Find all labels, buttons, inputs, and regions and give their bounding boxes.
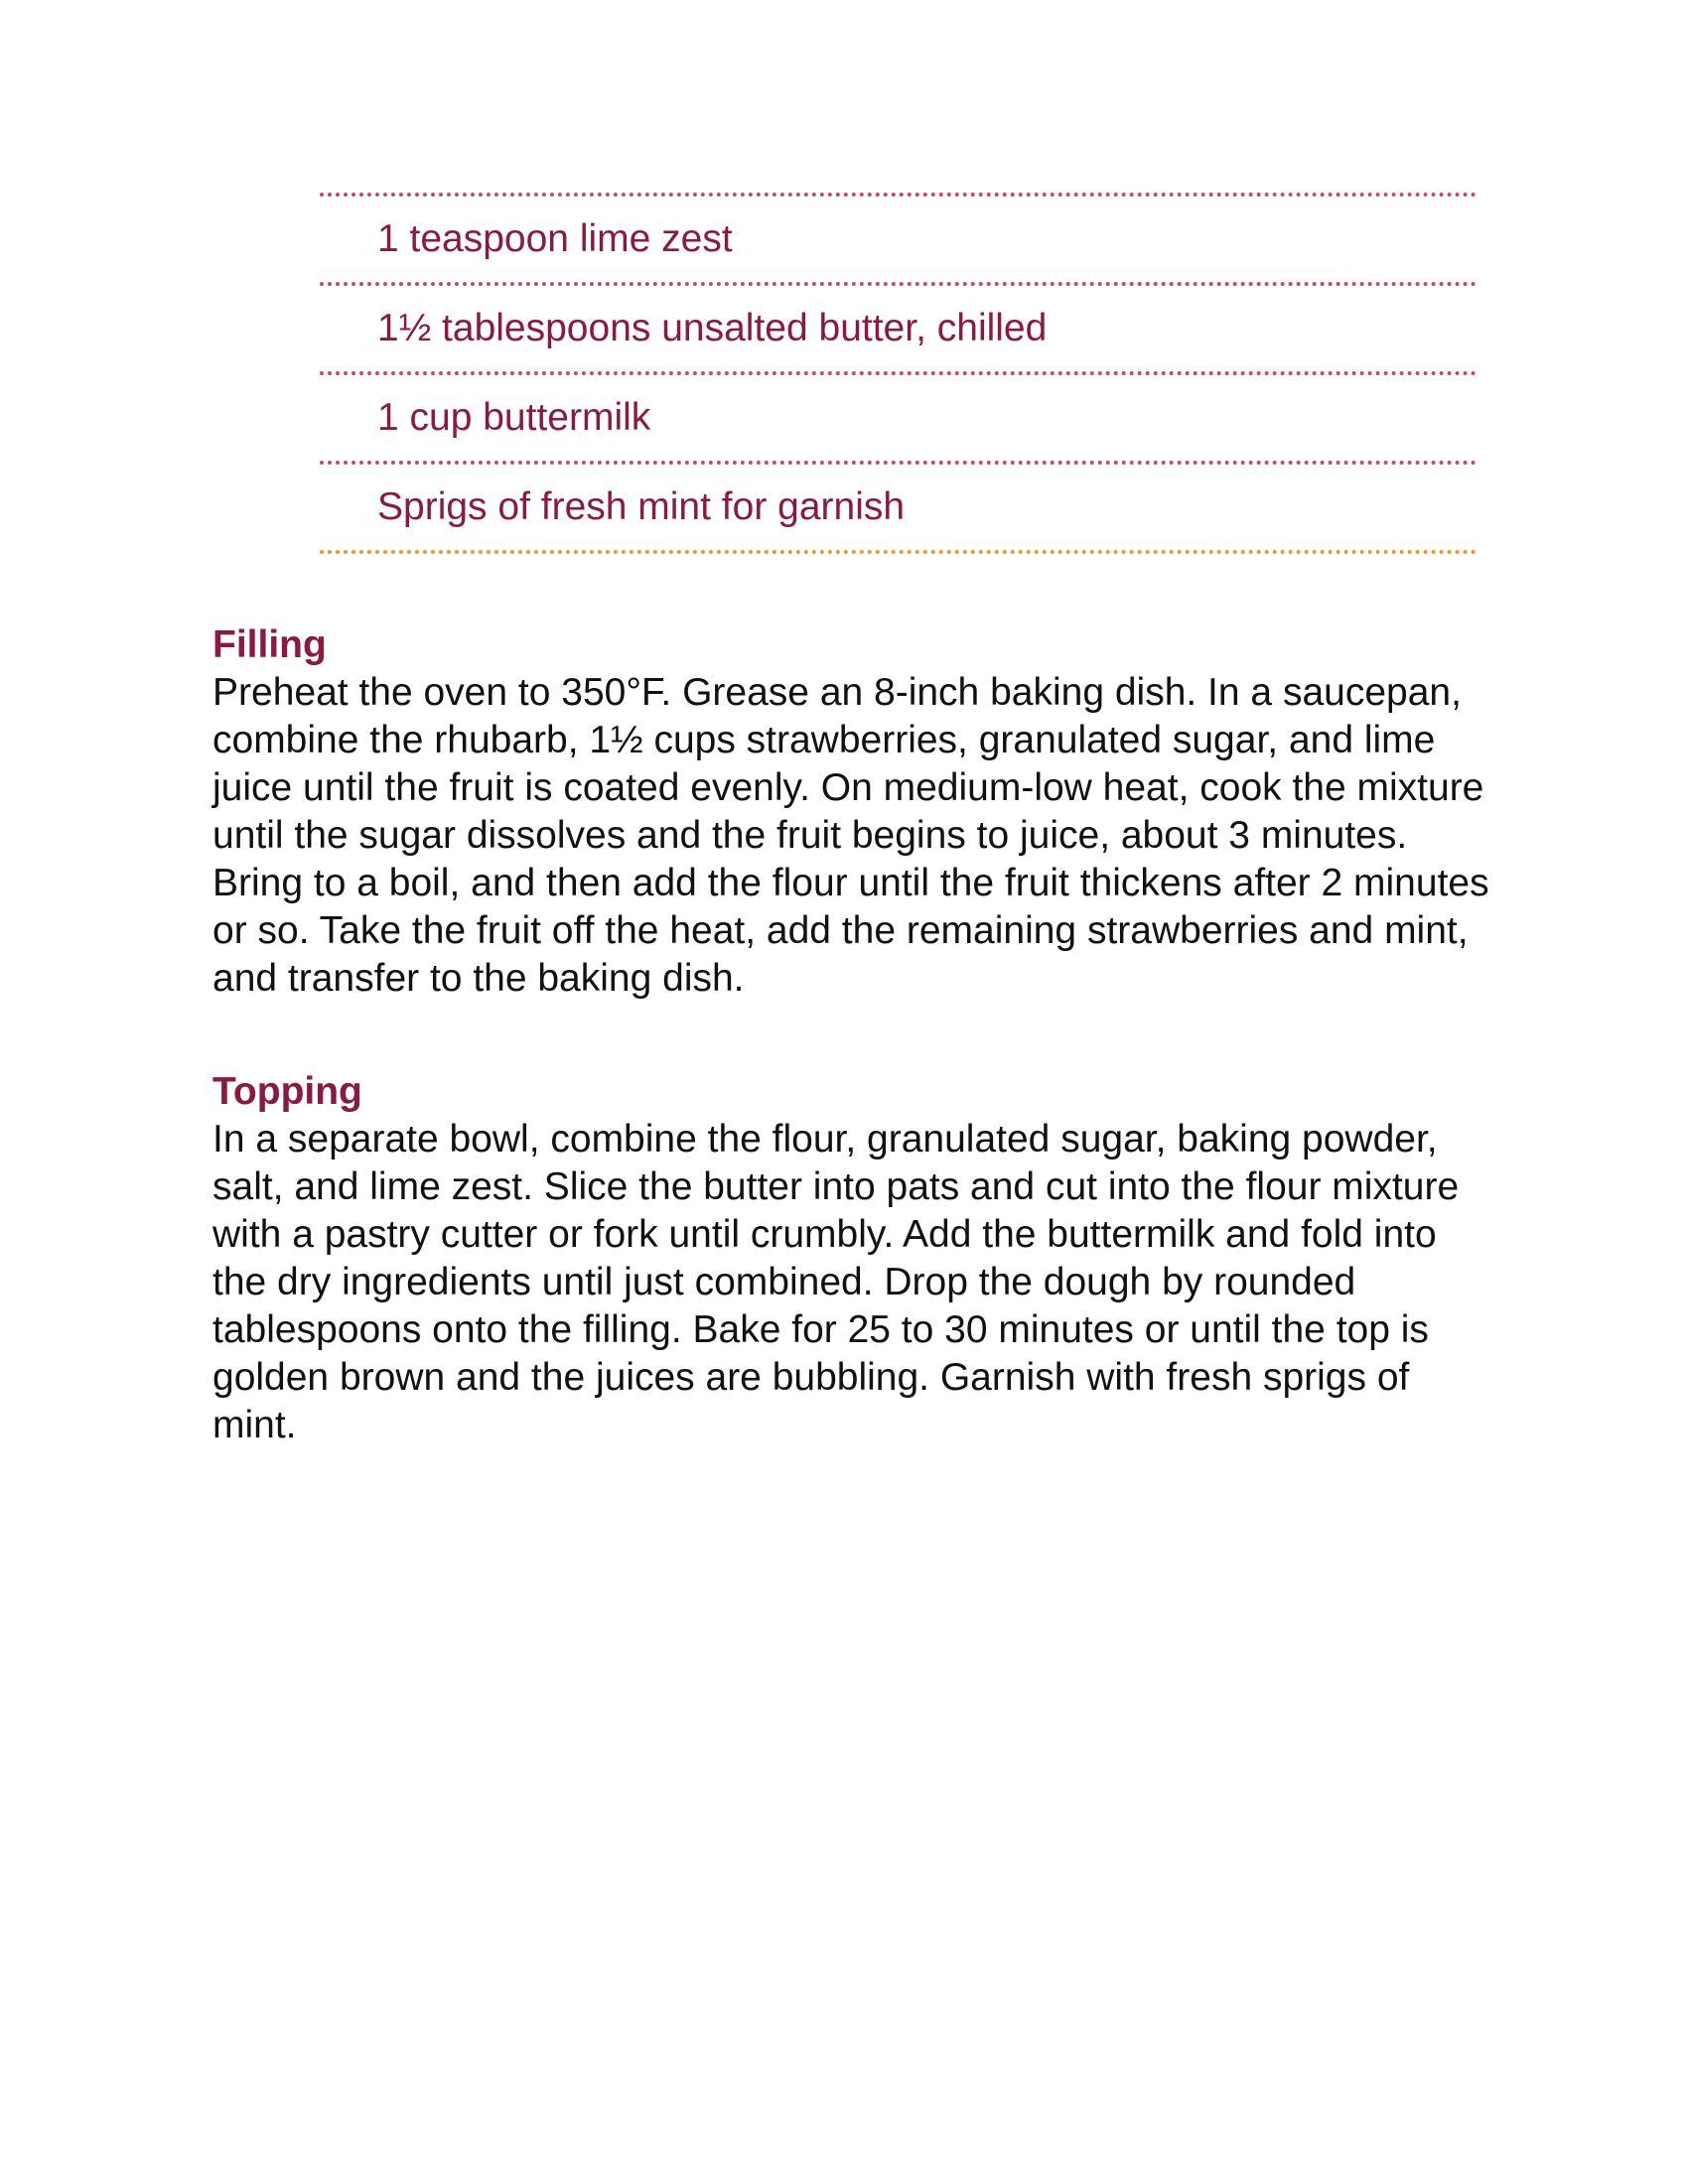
ingredient-item: Sprigs of fresh mint for garnish xyxy=(377,485,906,528)
dotted-divider-end xyxy=(320,550,1477,554)
filling-heading: Filling xyxy=(212,623,327,666)
ingredient-item: 1 teaspoon lime zest xyxy=(377,217,733,260)
topping-heading: Topping xyxy=(212,1070,362,1113)
ingredient-item: 1½ tablespoons unsalted butter, chilled xyxy=(377,307,1048,349)
ingredient-list xyxy=(320,193,1477,554)
ingredient-item: 1 cup buttermilk xyxy=(377,396,651,439)
filling-section xyxy=(212,621,1493,1003)
topping-instructions: In a separate bowl, combine the flour, granulated sugar, baking powder, salt, and lime zest. Slice the butter into pats and cut into the flour mixture with a pastry cutter or fork until crumbly. Add the buttermilk and fold into the dry ingredients until just combined. Drop the dough by rounded tablespoons onto the filling. Bake for 25 to 30 minutes or until the top is golden brown and the juices are bubbling. Garnish with fresh sprigs of mint. xyxy=(212,1118,1460,1446)
filling-instructions: Preheat the oven to 350°F. Grease an 8-inch baking dish. In a saucepan, combine the rhubarb, 1½ cups strawberries, granulated sugar, and lime juice until the fruit is coated evenly. On medium-low heat, cook the mixture until the sugar dissolves and the fruit begins to juice, about 3 minutes. Bring to a boil, and then add the flour until the fruit thickens after 2 minutes or so. Take the fruit off the heat, add the remaining strawberries and mint, and transfer to the baking dish. xyxy=(212,671,1489,1000)
topping-section xyxy=(212,1068,1493,1449)
